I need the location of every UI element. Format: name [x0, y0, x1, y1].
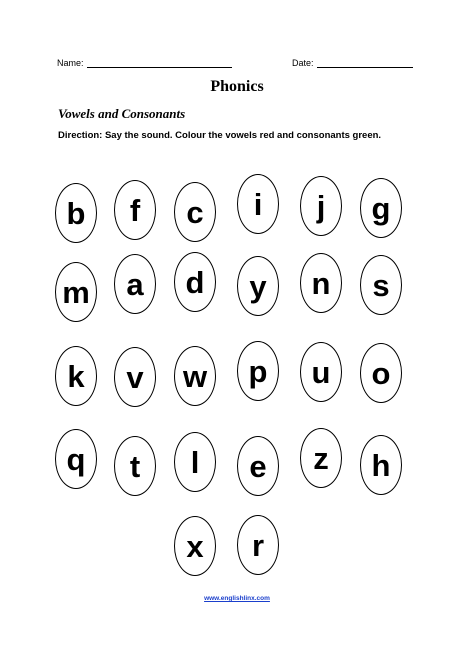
- date-label: Date:: [292, 58, 314, 68]
- letter-bubble[interactable]: r: [237, 515, 279, 575]
- letter-bubble[interactable]: u: [300, 342, 342, 402]
- letter-bubble[interactable]: j: [300, 176, 342, 236]
- letter-bubble[interactable]: w: [174, 346, 216, 406]
- letter-bubble[interactable]: p: [237, 341, 279, 401]
- letter-bubble[interactable]: l: [174, 432, 216, 492]
- direction-text: Direction: Say the sound. Colour the vowels red and consonants green.: [58, 130, 382, 141]
- page-subtitle: Vowels and Consonants: [58, 106, 186, 121]
- letter-bubble[interactable]: o: [360, 343, 402, 403]
- letter-bubble[interactable]: y: [237, 256, 279, 316]
- website-link[interactable]: www.englishlinx.com: [204, 595, 270, 602]
- name-label: Name:: [57, 58, 84, 68]
- letter-bubble[interactable]: h: [360, 435, 402, 495]
- letter-bubble[interactable]: d: [174, 252, 216, 312]
- letter-bubble[interactable]: q: [55, 429, 97, 489]
- letter-bubble[interactable]: k: [55, 346, 97, 406]
- letter-bubble[interactable]: f: [114, 180, 156, 240]
- letter-bubble[interactable]: z: [300, 428, 342, 488]
- page-title: Phonics: [210, 78, 264, 95]
- letter-bubble[interactable]: i: [237, 174, 279, 234]
- letter-bubble[interactable]: m: [55, 262, 97, 322]
- letter-bubble[interactable]: t: [114, 436, 156, 496]
- letter-bubble[interactable]: s: [360, 255, 402, 315]
- letter-bubble[interactable]: a: [114, 254, 156, 314]
- letter-bubble[interactable]: x: [174, 516, 216, 576]
- letter-bubble[interactable]: v: [114, 347, 156, 407]
- letter-bubble[interactable]: e: [237, 436, 279, 496]
- letter-bubble[interactable]: b: [55, 183, 97, 243]
- letter-bubble[interactable]: n: [300, 253, 342, 313]
- letter-bubble[interactable]: g: [360, 178, 402, 238]
- letter-bubble[interactable]: c: [174, 182, 216, 242]
